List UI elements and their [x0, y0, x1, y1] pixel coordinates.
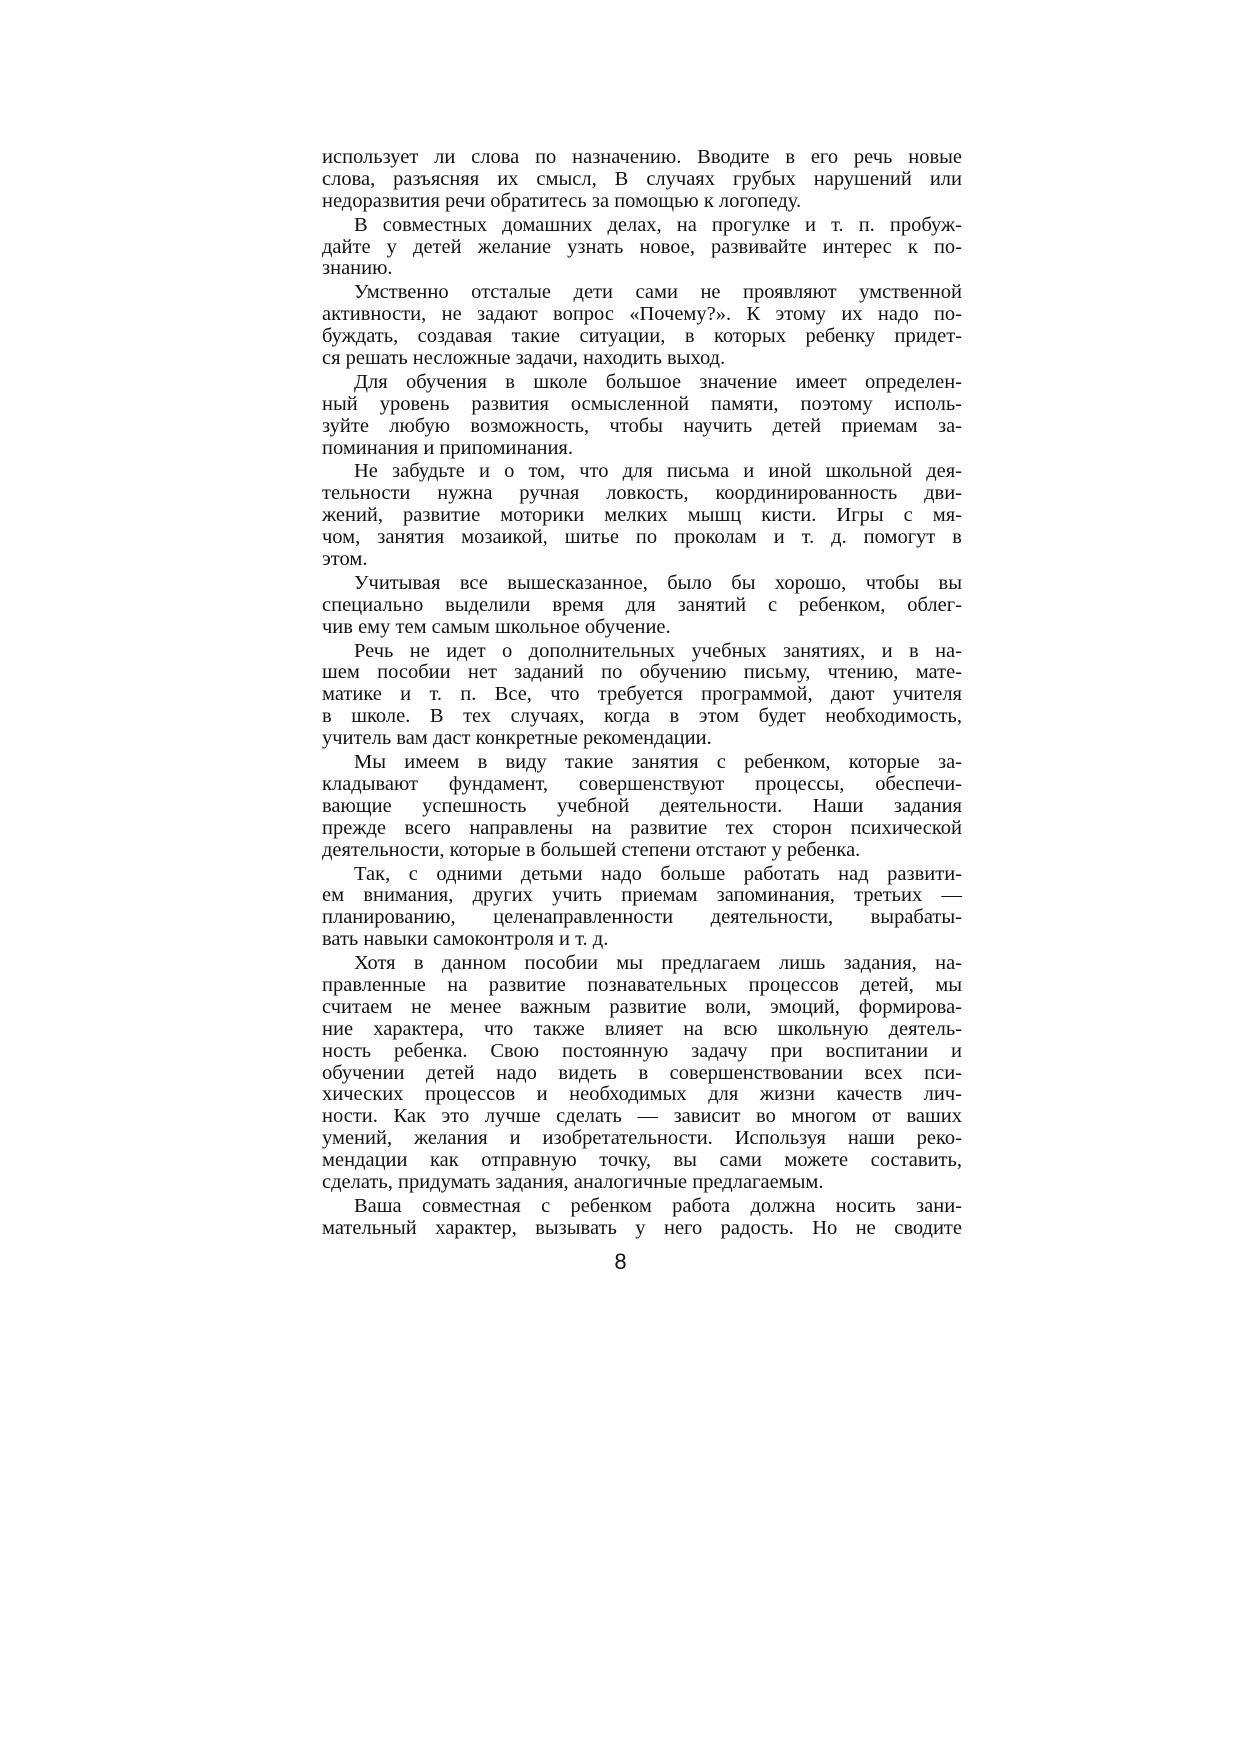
text-line: хических процессов и необходимых для жизни качеств лич-: [322, 1083, 962, 1106]
text-line: вающие успешность учебной деятельности. Наши задания: [322, 794, 962, 817]
text-line: считаем не менее важным развитие воли, эмоций, формирова-: [322, 995, 962, 1018]
text-line: Ваша совместная с ребенком работа должна носить зани-: [354, 1194, 962, 1217]
text-line: ся решать несложные задачи, находить выход.: [322, 347, 726, 370]
text-line: Не забудьте и о том, что для письма и иной школьной дея-: [354, 460, 962, 483]
paragraph: [322, 147, 962, 213]
text-line: буждать, создавая такие ситуации, в которых ребенку придет-: [322, 325, 962, 348]
text-line: планированию, целенаправленности деятельности, вырабаты-: [322, 906, 962, 929]
text-line: специально выделили время для занятий с ребенком, облег-: [322, 593, 962, 616]
text-line: Умственно отсталые дети сами не проявляют умственной: [354, 281, 962, 304]
text-line: слова, разъясняя их смысл, В случаях грубых нарушений или: [322, 167, 962, 190]
text-line: жений, развитие моторики мелких мышц кисти. Игры с мя-: [322, 504, 962, 527]
text-line: недоразвития речи обратитесь за помощью к логопеду.: [322, 189, 802, 212]
paragraph: [322, 215, 962, 281]
text-line: Для обучения в школе большое значение имеет определен-: [354, 370, 962, 393]
text-line: чом, занятия мозаикой, шитье по проколам и т. д. помогут в: [322, 526, 962, 549]
text-line: шем пособии нет заданий по обучению письму, чтению, мате-: [322, 661, 962, 684]
text-line: ный уровень развития осмысленной памяти, поэтому исполь-: [322, 392, 962, 415]
paragraph: [322, 461, 962, 570]
text-line: дайте у детей желание узнать новое, развивайте интерес к по-: [322, 235, 962, 258]
paragraph: [322, 864, 962, 952]
text-line: ность ребенка. Свою постоянную задачу при воспитании и: [322, 1039, 962, 1062]
text-line: учитель вам даст конкретные рекомендации.: [322, 727, 712, 750]
text-line: кладывают фундамент, совершенствуют процессы, обеспечи-: [322, 772, 962, 795]
text-line: зуйте любую возможность, чтобы научить детей приемам за-: [322, 414, 962, 437]
text-line: поминания и припоминания.: [322, 436, 573, 459]
paragraph: [322, 573, 962, 639]
text-line: вать навыки самоконтроля и т. д.: [322, 928, 609, 951]
text-line: тельности нужна ручная ловкость, координированность дви-: [322, 482, 962, 505]
paragraph: [322, 1196, 962, 1240]
text-line: ности. Как это лучше сделать — зависит во многом от ваших: [322, 1105, 962, 1128]
text-line: сделать, придумать задания, аналогичные предлагаемым.: [322, 1170, 824, 1193]
text-line: Хотя в данном пособии мы предлагаем лишь задания, на-: [354, 952, 962, 975]
text-line: ние характера, что также влияет на всю школьную деятель-: [322, 1017, 962, 1040]
page-number: 8: [614, 1249, 627, 1274]
text-line: правленные на развитие познавательных процессов детей, мы: [322, 973, 962, 996]
text-line: использует ли слова по назначению. Вводите в его речь новые: [322, 146, 962, 168]
text-line: активности, не задают вопрос «Почему?». К этому их надо по-: [322, 303, 962, 326]
text-line: В совместных домашних делах, на прогулке и т. п. пробуж-: [354, 213, 962, 236]
text-line: матике и т. п. Все, что требуется программой, дают учителя: [322, 683, 962, 706]
text-line: Учитывая все вышесказанное, было бы хорошо, чтобы вы: [354, 571, 962, 594]
text-line: этом.: [322, 548, 368, 571]
page-body-text: [322, 147, 962, 1242]
text-line: мендации как отправную точку, вы сами можете составить,: [322, 1149, 962, 1172]
paragraph: [322, 752, 962, 861]
text-line: прежде всего направлены на развитие тех сторон психической: [322, 816, 962, 839]
text-line: чив ему тем самым школьное обучение.: [322, 615, 671, 638]
paragraph: [322, 372, 962, 460]
text-line: знанию.: [322, 257, 393, 280]
text-line: Мы имеем в виду такие занятия с ребенком, которые за-: [354, 751, 962, 774]
text-line: ем внимания, других учить приемам запоминания, третьих —: [322, 884, 962, 907]
text-line: умений, желания и изобретательности. Используя наши реко-: [322, 1127, 962, 1150]
text-line: Так, с одними детьми надо больше работать над развити-: [354, 862, 962, 885]
text-line: обучении детей надо видеть в совершенствовании всех пси-: [322, 1061, 962, 1084]
text-line: мательный характер, вызывать у него радость. Но не сводите: [322, 1216, 962, 1239]
text-line: деятельности, которые в большей степени отстают у ребенка.: [322, 838, 861, 861]
paragraph: [322, 641, 962, 750]
text-line: Речь не идет о дополнительных учебных занятиях, и в на-: [354, 639, 962, 662]
paragraph: [322, 953, 962, 1194]
text-line: в школе. В тех случаях, когда в этом будет необходимость,: [322, 705, 962, 728]
paragraph: [322, 282, 962, 370]
